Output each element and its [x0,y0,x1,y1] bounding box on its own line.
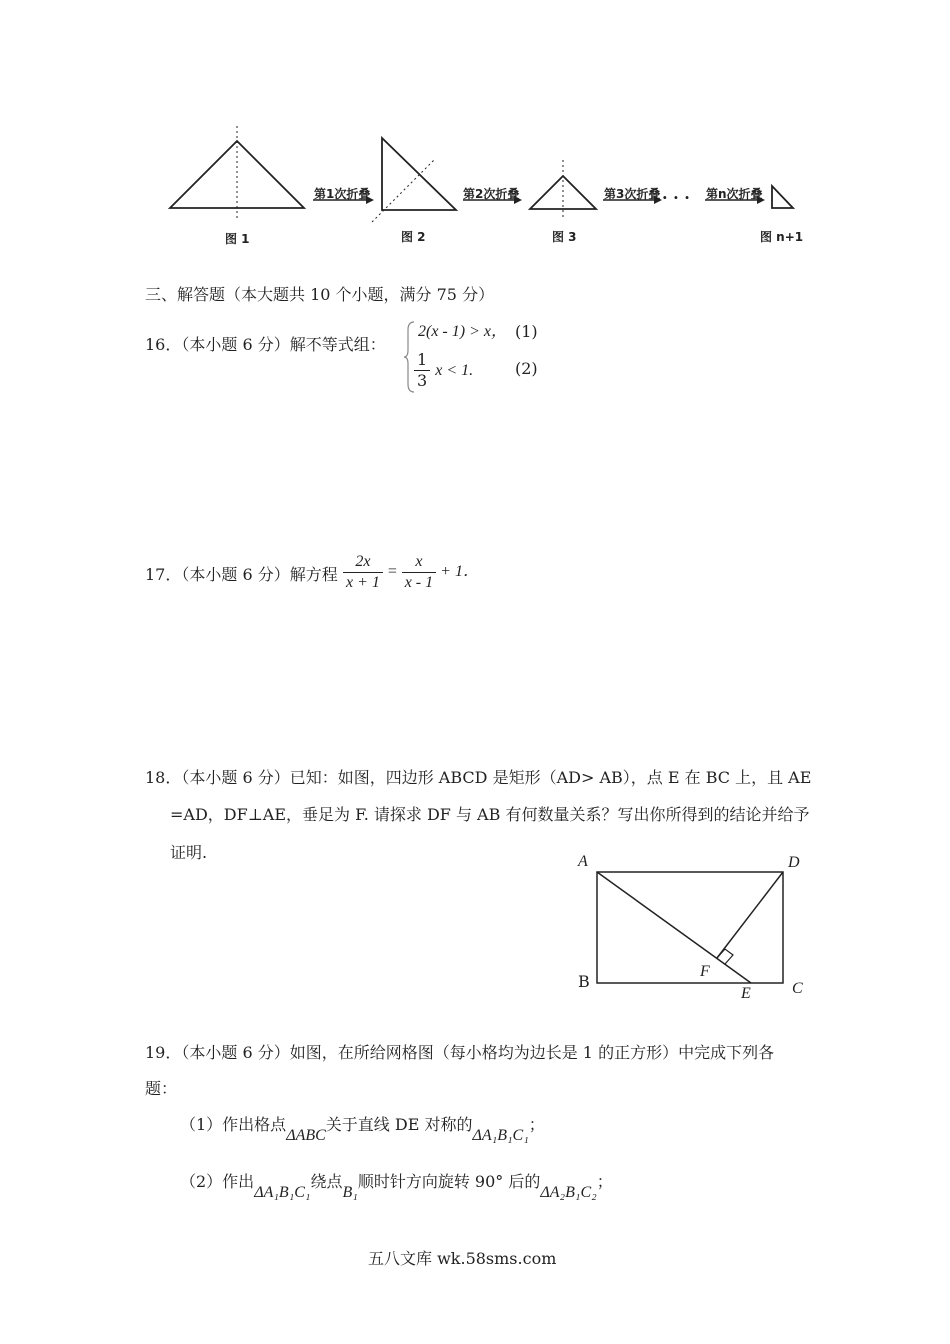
q19-item2: （2）作出ΔA₁B₁C₁绕点B₁顺时针方向旋转 90° 后的ΔA₂B₁C₂； [180,1172,613,1201]
q16-tag-1: (1) [515,322,538,341]
label-b: B [578,972,590,991]
q19-line1: 19．（本小题 6 分）如图，在所给网格图（每小格均为边长是 1 的正方形）中完成下列各 [145,1043,775,1062]
label-a: A [578,853,588,870]
q17-prefix: 17．（本小题 6 分）解方程 [145,565,338,584]
ellipsis: · · · [662,188,690,207]
q17-rhs-fraction: $\frac{x}{x - 1}$ [402,552,436,593]
step-label-2: 第2次折叠 [463,187,520,201]
rectangle-abcd [597,872,783,983]
q16-fraction: $\frac{1}{3}$ [414,350,430,391]
q19-line2: 题： [145,1079,178,1098]
label-c: C [792,980,803,997]
q16-inequality-1: 2(x - 1) > x， [418,323,507,340]
q16-tag-2: (2) [515,359,538,378]
label-e: E [741,985,751,1002]
q18-line2: =AD，DF⊥AE，垂足为 F. 请探求 DF 与 AB 有何数量关系？写出你所得到的结论并给予 [170,805,810,824]
q17-equation: $\frac{2x}{x + 1}$ = $\frac{x}{x - 1}$ + 1． [343,552,479,593]
right-angle-mark [717,949,733,964]
footer-watermark: 五八文库 wk.58sms.com [368,1249,557,1268]
step-label-1: 第1次折叠 [314,187,371,201]
segment-df [717,872,783,958]
label-d: D [788,854,800,871]
q16-prefix: 16．（本小题 6 分）解不等式组： [145,335,386,354]
q18-line3: 证明. [170,843,208,862]
step-label-3: 第3次折叠 [604,187,661,201]
caption-fign: 图 n+1 [760,230,804,244]
q19-item1: （1）作出格点ΔABC关于直线 DE 对称的ΔA₁B₁C₁； [180,1115,545,1144]
caption-fig2: 图 2 [401,230,426,244]
caption-fig1: 图 1 [225,232,250,246]
caption-fig3: 图 3 [552,230,577,244]
q18-rectangle-figure [570,850,810,1010]
fig2-triangle [382,138,456,210]
q16-inequality-2: $\frac{1}{3}$ x < 1. [414,350,473,391]
section-heading: 三、解答题（本大题共 10 个小题，满分 75 分） [145,285,495,304]
label-f: F [700,963,710,980]
q18-line1: 18．（本小题 6 分）已知：如图，四边形 ABCD 是矩形（AD> AB），点 E 在 BC 上，且 AE [145,768,812,787]
step-label-n: 第n次折叠 [706,187,763,201]
q17-lhs-fraction: $\frac{2x}{x + 1}$ [343,552,383,593]
segment-ae [597,872,751,983]
fign-triangle [772,186,793,208]
